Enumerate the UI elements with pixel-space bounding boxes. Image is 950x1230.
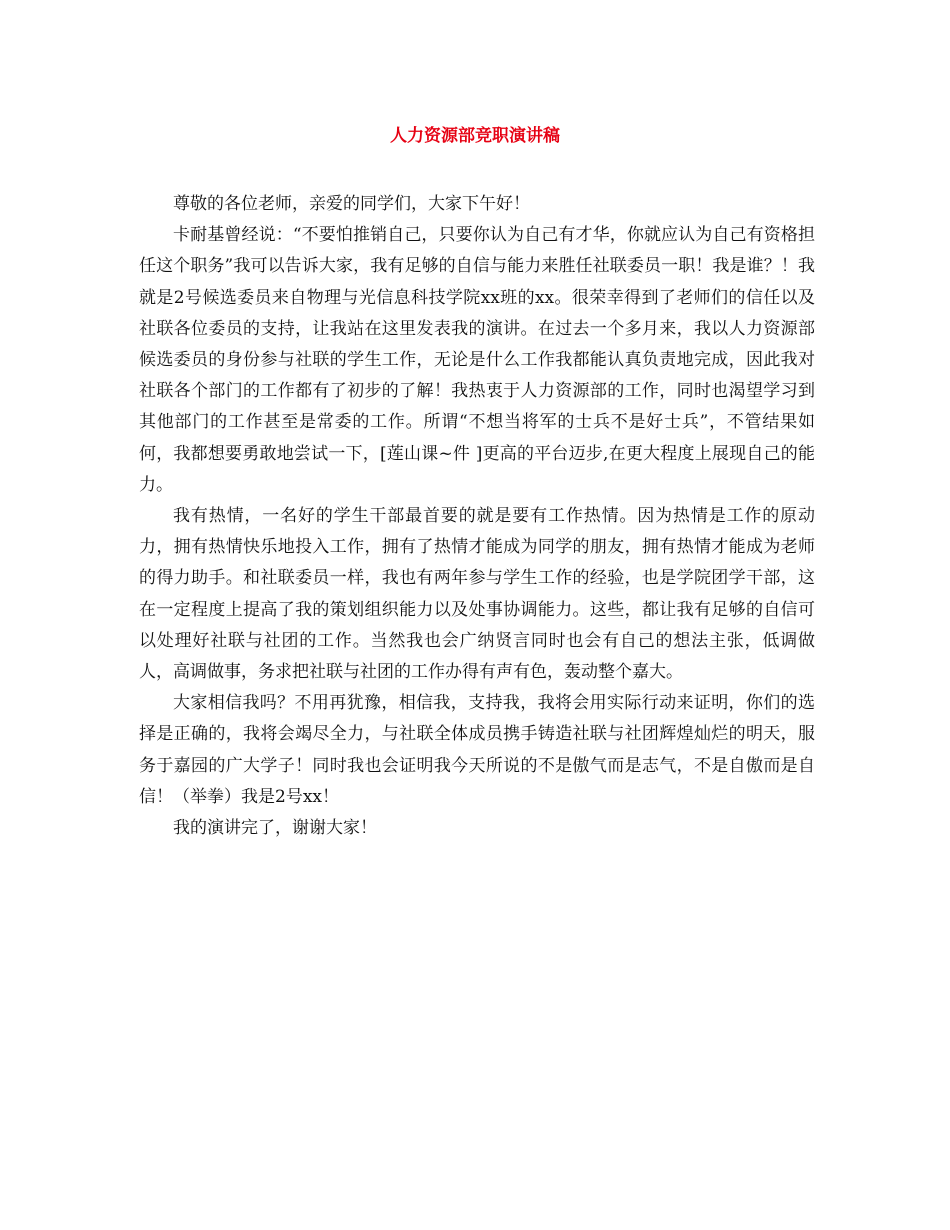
paragraph-appeal: 大家相信我吗？不用再犹豫，相信我，支持我，我将会用实际行动来证明，你们的选择是正确的，我将会竭尽全力，与社联全体成员携手铸造社联与社团辉煌灿烂的明天，服务于嘉园的广大学子！同时我也会证明我今天所说的不是傲气而是志气，不是自傲而是自信！（举拳）我是2号xx！ [139,693,815,807]
paragraph-greeting: 尊敬的各位老师，亲爱的同学们，大家下午好！ [173,194,530,214]
paragraph-introduction: 卡耐基曾经说：“不要怕推销自己，只要你认为自己有才华，你就应认为自己有资格担任这个职务”我可以告诉大家，我有足够的自信与能力来胜任社联委员一职！我是谁？！我就是2号候选委员来自物理与光信息科技学院xx班的xx。很荣幸得到了老师们的信任以及社联各位委员的支持，让我站在这里发表我的演讲。在过去一个多月来，我以人力资源部候选委员的身份参与社联的学生工作，无论是什么工作我都能认真负责地完成，因此我对社联各个部门的工作都有了初步的了解！我热衷于人力资源部的工作，同时也渴望学习到其他部门的工作甚至是常委的工作。所谓“不想当将军的士兵不是好士兵”，不管结果如何，我都想要勇敢地尝试一下，[莲山课~件 ]更高的平台迈步,在更大程度上展现自己的能力。 [139,225,815,495]
document-body [139,189,815,844]
document-title: 人力资源部竞职演讲稿 [390,126,560,146]
paragraph-enthusiasm: 我有热情，一名好的学生干部最首要的就是要有工作热情。因为热情是工作的原动力，拥有热情快乐地投入工作，拥有了热情才能成为同学的朋友，拥有热情才能成为老师的得力助手。和社联委员一样，我也有两年参与学生工作的经验，也是学院团学干部，这在一定程度上提高了我的策划组织能力以及处事协调能力。这些，都让我有足够的自信可以处理好社联与社团的工作。当然我也会广纳贤言同时也会有自己的想法主张，低调做人，高调做事，务求把社联与社团的工作办得有声有色，轰动整个嘉大。 [139,506,815,683]
paragraph-closing: 我的演讲完了，谢谢大家！ [173,818,377,839]
